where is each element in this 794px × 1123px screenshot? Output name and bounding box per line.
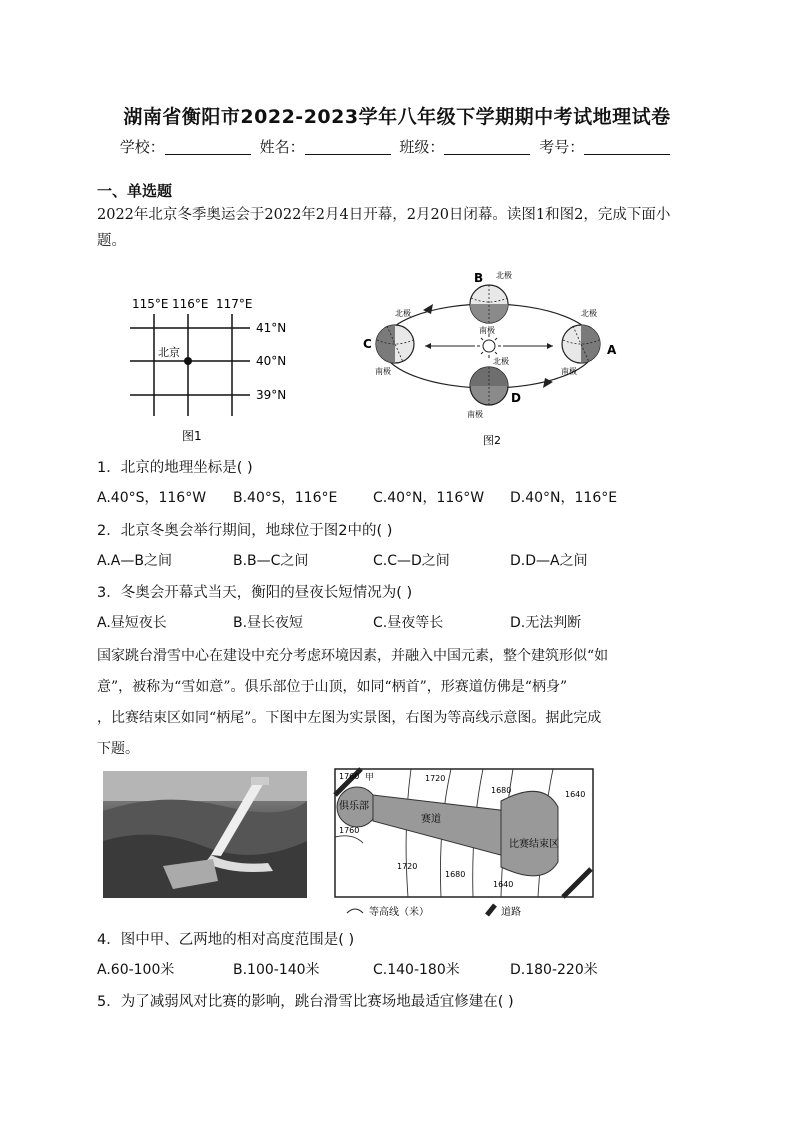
contour-map	[333, 767, 598, 917]
earth-c	[376, 325, 414, 363]
a-north: 北极	[581, 309, 597, 318]
legend-road-icon	[487, 905, 495, 915]
q3-option-c[interactable]: C.昼夜等长	[373, 615, 444, 631]
field-school-blank[interactable]	[165, 140, 251, 155]
field-class-label: 班级：	[399, 138, 445, 156]
sun-icon	[477, 334, 501, 358]
contour-label-1680-top: 1680	[491, 786, 512, 795]
contour-label-1720-top: 1720	[425, 774, 446, 783]
q4-option-c[interactable]: C.140-180米	[373, 962, 460, 978]
passage-1-line-2: 题。	[97, 233, 126, 249]
q3-option-b[interactable]: B.昼长夜短	[233, 615, 304, 631]
b-north: 北极	[496, 271, 512, 280]
label-finish-area: 比赛结束区	[509, 839, 559, 850]
label-c: C	[363, 337, 372, 351]
lon-117: 117°E	[216, 297, 253, 311]
b-south: 南极	[479, 326, 495, 335]
exam-title: 湖南省衡阳市2022-2023学年八年级下学期期中考试地理试卷	[123, 106, 671, 128]
question-2-stem: 2．北京冬奥会举行期间，地球位于图2中的( )	[97, 523, 393, 539]
passage-2-line-1: 国家跳台滑雪中心在建设中充分考虑环境因素，并融入中国元素，整个建筑形似“如	[97, 648, 609, 664]
d-south: 南极	[467, 410, 483, 419]
q3-option-d[interactable]: D.无法判断	[510, 615, 582, 631]
q1-option-a[interactable]: A.40°S，116°W	[97, 490, 207, 506]
passage-1-line-1: 2022年北京冬季奥运会于2022年2月4日开幕，2月20日闭幕。读图1和图2，完成下面小	[97, 207, 671, 223]
legend-contour: 等高线（米）	[369, 907, 429, 917]
earth-d	[470, 367, 508, 405]
passage-2-line-2: 意”，被称为“雪如意”。俱乐部位于山顶，如同“柄首”，形赛道仿佛是“柄身”	[97, 679, 568, 695]
field-class-blank[interactable]	[444, 140, 530, 155]
q1-option-c[interactable]: C.40°N，116°W	[373, 490, 485, 506]
q4-option-b[interactable]: B.100-140米	[233, 962, 320, 978]
contour-label-1640-top: 1640	[565, 790, 586, 799]
passage-2-line-3: ，比赛结束区如同“柄尾”。下图中左图为实景图，右图为等高线示意图。据此完成	[97, 710, 602, 726]
figure-1-caption: 图1	[182, 429, 202, 443]
q1-option-d[interactable]: D.40°N，116°E	[510, 490, 618, 506]
ski-jump-photo-drawing	[103, 771, 307, 898]
label-b: B	[474, 271, 484, 285]
q1-option-b[interactable]: B.40°S，116°E	[233, 490, 338, 506]
label-run: 赛道	[421, 814, 441, 825]
d-north: 北极	[493, 357, 509, 366]
q2-option-a[interactable]: A.A—B之间	[97, 553, 172, 569]
orbit-arrow-bottom	[543, 378, 553, 388]
c-south: 南极	[375, 367, 391, 376]
q4-option-a[interactable]: A.60-100米	[97, 962, 175, 978]
earth-a	[562, 325, 600, 363]
q2-option-b[interactable]: B.B—C之间	[233, 553, 309, 569]
passage-2-line-4: 下题。	[97, 741, 139, 757]
field-school-label: 学校：	[119, 138, 165, 156]
q3-option-a[interactable]: A.昼短夜长	[97, 615, 167, 631]
field-name-label: 姓名：	[259, 138, 305, 156]
question-3-stem: 3．冬奥会开幕式当天，衡阳的昼夜长短情况为( )	[97, 585, 413, 601]
question-4-stem: 4．图中甲、乙两地的相对高度范围是( )	[97, 932, 355, 948]
beijing-point	[184, 357, 192, 365]
a-south: 南极	[561, 367, 577, 376]
point-jia: 甲	[365, 773, 375, 783]
label-a: A	[607, 343, 617, 357]
contour-label-1760-left: 1760	[339, 826, 360, 835]
lon-116: 116°E	[172, 297, 209, 311]
q4-option-d[interactable]: D.180-220米	[510, 962, 598, 978]
legend-road: 道路	[501, 907, 521, 917]
q2-option-d[interactable]: D.D—A之间	[510, 553, 588, 569]
passage-2	[97, 641, 697, 765]
contour-label-1640-bottom: 1640	[493, 880, 514, 889]
field-number-label: 考号：	[539, 138, 585, 156]
figure-1-grid	[120, 290, 320, 450]
figure-2-orbit	[355, 266, 625, 451]
question-5-stem: 5．为了减弱风对比赛的影响，跳台滑雪比赛场地最适宜修建在( )	[97, 994, 514, 1010]
city-label: 北京	[158, 346, 180, 359]
ski-jump-photo	[103, 771, 307, 898]
lon-115: 115°E	[132, 297, 169, 311]
q2-option-c[interactable]: C.C—D之间	[373, 553, 450, 569]
field-name-blank[interactable]	[305, 140, 391, 155]
contour-label-1680-bottom: 1680	[445, 870, 466, 879]
passage-1	[97, 202, 697, 254]
field-number-blank[interactable]	[584, 140, 670, 155]
question-1-stem: 1．北京的地理坐标是( )	[97, 460, 253, 476]
earth-b	[470, 285, 508, 323]
legend-contour-icon	[347, 909, 363, 913]
contour-label-1720-bottom: 1720	[397, 862, 418, 871]
label-club: 俱乐部	[339, 801, 369, 812]
student-info-line	[0, 136, 794, 157]
section-title: 一、单选题	[97, 182, 173, 200]
c-north: 北极	[395, 309, 411, 318]
lat-39: 39°N	[256, 388, 287, 402]
label-d: D	[511, 391, 521, 405]
figure-2-caption: 图2	[483, 434, 501, 447]
lat-40: 40°N	[256, 354, 287, 368]
contour-label-1760-top: 1760	[339, 772, 360, 781]
lat-41: 41°N	[256, 321, 287, 335]
